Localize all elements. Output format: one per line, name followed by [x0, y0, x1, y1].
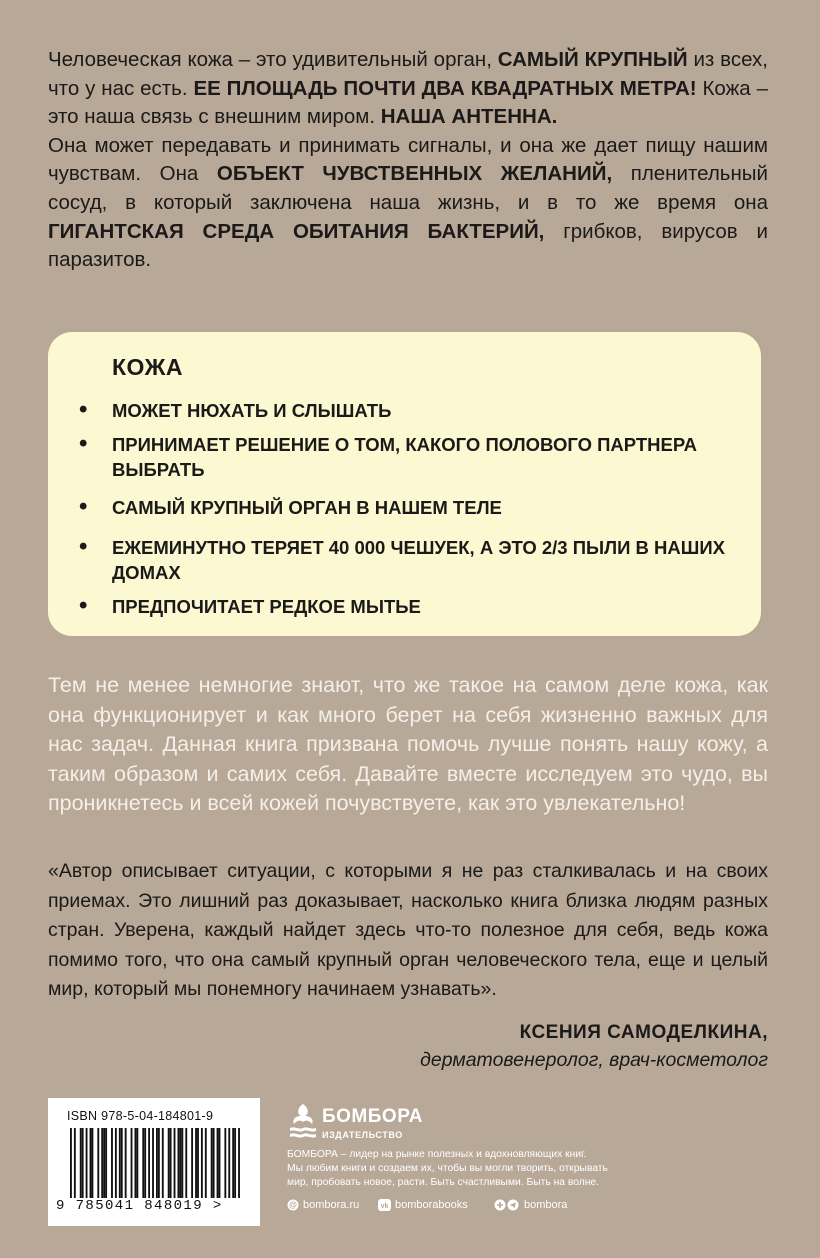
- quote-author-role: дерматовенеролог, врач-косметолог: [420, 1049, 768, 1071]
- intro-emphasis: САМЫЙ КРУПНЫЙ: [497, 48, 688, 71]
- svg-text:@: @: [289, 1200, 297, 1210]
- svg-text:vk: vk: [380, 1202, 389, 1210]
- social-telegram-label: bombora: [524, 1199, 568, 1211]
- at-icon: [287, 1199, 299, 1211]
- intro-text: Человеческая кожа – это удивительный орган,: [48, 48, 498, 71]
- intro-emphasis: ЕЕ ПЛОЩАДЬ ПОЧТИ ДВА КВАДРАТНЫХ МЕТРА!: [193, 76, 697, 100]
- barcode-bar: [170, 1128, 172, 1198]
- barcode-bar: [82, 1128, 84, 1198]
- barcode-bar: [185, 1128, 187, 1198]
- barcode-bar: [135, 1128, 137, 1198]
- facts-box: [48, 332, 761, 636]
- barcode-bar: [191, 1128, 193, 1198]
- fact-item: • ЕЖЕМИНУТНО ТЕРЯЕТ 40 000 ЧЕШУЕК, А ЭТО 2/3 ПЫЛИ В НАШИХ ДОМАХ: [112, 535, 732, 585]
- publisher-subtitle: ИЗДАТЕЛЬСТВО: [322, 1130, 403, 1140]
- social-vk-label: bomborabooks: [395, 1199, 468, 1211]
- barcode-bar: [205, 1128, 207, 1198]
- barcode-bar: [213, 1128, 215, 1198]
- barcode-bar: [103, 1128, 105, 1198]
- review-quote: «Автор описывает ситуации, с которыми я не раз сталкивалась и на своих приемах. Это лишний раз доказывает, насколько книга близка людям разных стран. Уверена, каждый найдет здесь что-то полезное для себя, ведь кожа помимо того, что она самый крупный орган человеческого тела, еще и целый мир, который мы понемногу начинаем узнавать».: [48, 860, 768, 1001]
- social-website-label: bombora.ru: [303, 1199, 360, 1211]
- barcode-bar: [217, 1128, 219, 1198]
- quote-author: КСЕНИЯ САМОДЕЛКИНА,: [519, 1022, 768, 1043]
- barcode-bar: [181, 1128, 183, 1198]
- social-vk[interactable]: [378, 1199, 468, 1211]
- barcode-bar: [74, 1128, 76, 1198]
- publisher-line: мир, пробовать новое, расти. Быть счастливыми. Быть на волне.: [287, 1177, 600, 1188]
- barcode-bar: [101, 1128, 103, 1198]
- barcode-bar: [121, 1128, 123, 1198]
- barcode-bar: [119, 1128, 121, 1198]
- intro-emphasis: НАША АНТЕННА.: [380, 105, 558, 129]
- intro-text: грибков, вирусов и паразитов.: [48, 219, 768, 272]
- barcode-panel: [48, 1098, 260, 1226]
- publisher-line: Мы любим книги и создаем их, чтобы вы могли творить, открывать: [287, 1163, 608, 1174]
- barcode-bar: [125, 1128, 127, 1198]
- barcode-bar: [156, 1128, 158, 1198]
- barcode-bar: [90, 1128, 92, 1198]
- barcode-bar: [178, 1128, 180, 1198]
- barcode-digits: 9 785041 848019 >: [56, 1198, 223, 1214]
- barcode-bar: [232, 1128, 234, 1198]
- barcode-bar: [211, 1128, 213, 1198]
- intro-text: из всех, что у нас есть.: [48, 48, 768, 100]
- isbn-label: ISBN 978-5-04-184801-9: [67, 1109, 214, 1123]
- barcode-bar: [70, 1128, 72, 1198]
- barcode-bar: [168, 1128, 170, 1198]
- barcode-bar: [219, 1128, 221, 1198]
- barcode-bar: [144, 1128, 146, 1198]
- fact-item: • САМЫЙ КРУПНЫЙ ОРГАН В НАШЕМ ТЕЛЕ: [112, 495, 732, 520]
- intro-text: Она может передавать и принимать сигналы, и она же дает пищу нашим чувствам. Она: [48, 133, 768, 186]
- barcode-bar: [152, 1128, 154, 1198]
- intro-emphasis: ОБЪЕКТ ЧУВСТВЕННЫХ ЖЕЛАНИЙ,: [216, 162, 613, 186]
- fact-item: • МОЖЕТ НЮХАТЬ И СЛЫШАТЬ: [112, 398, 732, 423]
- barcode-bar: [86, 1128, 88, 1198]
- fact-item: • ПРЕДПОЧИТАЕТ РЕДКОЕ МЫТЬЕ: [112, 594, 732, 619]
- intro-text: Кожа – это наша связь с внешним миром.: [48, 76, 768, 129]
- barcode-bar: [201, 1128, 203, 1198]
- barcode-bar: [105, 1128, 107, 1198]
- barcode-bar: [195, 1128, 197, 1198]
- barcode-bar: [158, 1128, 160, 1198]
- bombora-logo-icon: [287, 1102, 319, 1142]
- social-website[interactable]: [287, 1199, 359, 1211]
- intro-paragraph: [48, 46, 768, 275]
- barcode-bar: [228, 1128, 230, 1198]
- barcode-icon: [70, 1128, 242, 1198]
- publisher-line: БОМБОРА – лидер на рынке полезных и вдохновляющих книг.: [287, 1149, 587, 1160]
- fact-item: • ПРИНИМАЕТ РЕШЕНИЕ О ТОМ, КАКОГО ПОЛОВОГО ПАРТНЕРА ВЫБРАТЬ: [112, 432, 732, 482]
- plus-telegram-icon: [494, 1199, 520, 1211]
- barcode-bar: [238, 1128, 240, 1198]
- barcode-bar: [136, 1128, 138, 1198]
- barcode-bar: [224, 1128, 226, 1198]
- barcode-bar: [197, 1128, 199, 1198]
- barcode-bar: [92, 1128, 94, 1198]
- barcode-bar: [162, 1128, 164, 1198]
- vk-icon: [378, 1199, 391, 1211]
- barcode-bar: [111, 1128, 113, 1198]
- barcode-bar: [148, 1128, 150, 1198]
- barcode-bar: [97, 1128, 99, 1198]
- intro-emphasis: ГИГАНТСКАЯ СРЕДА ОБИТАНИЯ БАКТЕРИЙ,: [48, 219, 545, 243]
- social-telegram[interactable]: [494, 1199, 567, 1211]
- barcode-bar: [142, 1128, 144, 1198]
- publisher-name: БОМБОРА: [322, 1106, 423, 1127]
- facts-box-title: КОЖА: [112, 354, 184, 380]
- publisher-description: [287, 1148, 647, 1190]
- barcode-bar: [131, 1128, 133, 1198]
- barcode-bar: [234, 1128, 236, 1198]
- barcode-bar: [115, 1128, 117, 1198]
- description-paragraph: Тем не менее немногие знают, что же такое на самом деле кожа, как она функционирует и как много берет на себя жизненно важных для нас задач. Данная книга призвана помочь лучше понять нашу кожу, а таким образом и самих себя. Давайте вместе исследуем это чудо, вы проникнетесь и всей кожей почувствуете, как это увлекательно!: [48, 673, 768, 816]
- intro-text: пленительный сосуд, в который заключена наша жизнь, и в то же время она: [48, 162, 768, 214]
- barcode-bar: [80, 1128, 82, 1198]
- barcode-bar: [179, 1128, 181, 1198]
- barcode-bar: [174, 1128, 176, 1198]
